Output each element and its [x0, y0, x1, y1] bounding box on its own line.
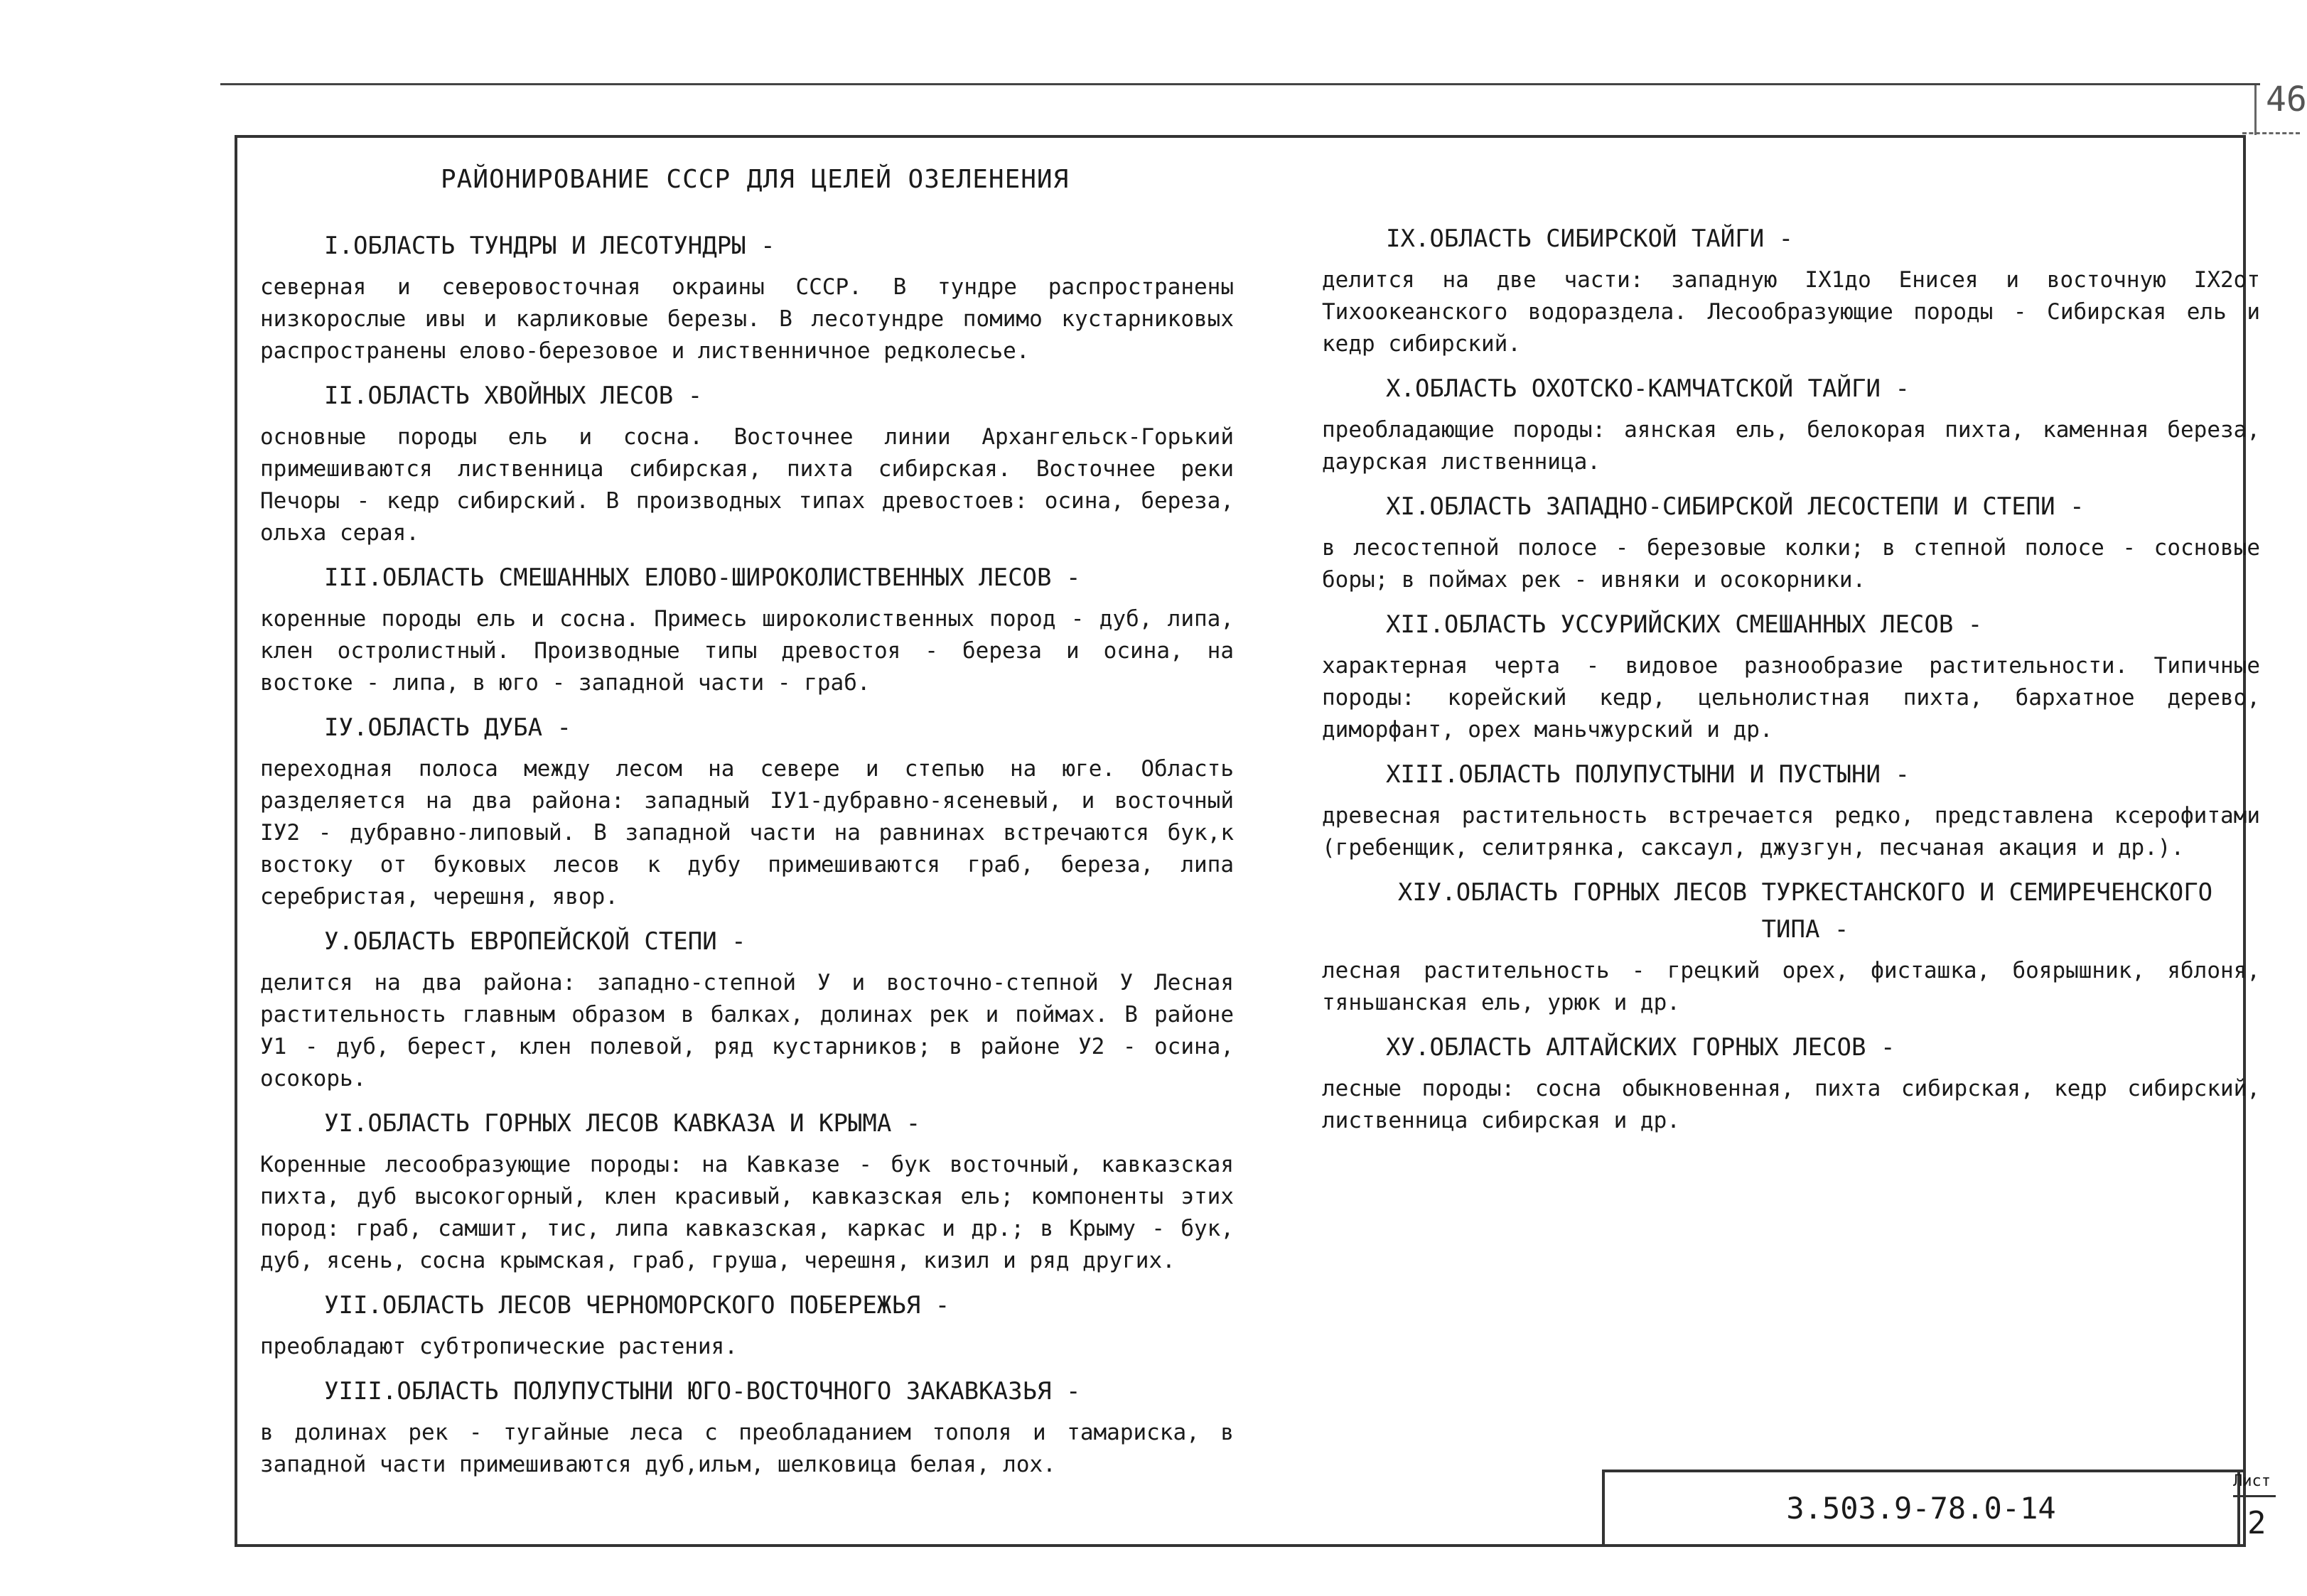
section-8 [260, 1373, 1234, 1481]
page-number-divider [2254, 85, 2257, 135]
section-text: делится на две части: западную IX1до Енисея и восточную IX2от Тихоокеанского водораздела. Лесообразующие породы - Сибирская ель и кедр сибирский. [1322, 267, 2260, 357]
section-heading: III.ОБЛАСТЬ СМЕШАННЫХ ЕЛОВО-ШИРОКОЛИСТВЕННЫХ ЛЕСОВ - [324, 564, 1081, 592]
section-1 [260, 227, 1234, 367]
left-column [260, 227, 1234, 1491]
section-heading: УI.ОБЛАСТЬ ГОРНЫХ ЛЕСОВ КАВКАЗА И КРЫМА - [324, 1109, 921, 1138]
section-heading: У.ОБЛАСТЬ ЕВРОПЕЙСКОЙ СТЕПИ - [324, 927, 746, 956]
section-text: лесная растительность - грецкий орех, фисташка, боярышник, яблоня, тяньшанская ель, урюк и др. [1322, 958, 2260, 1015]
frame-extension-line [2242, 132, 2300, 134]
section-heading: II.ОБЛАСТЬ ХВОЙНЫХ ЛЕСОВ - [324, 382, 703, 410]
section-11 [1322, 488, 2260, 596]
section-14 [1322, 874, 2260, 1019]
section-10 [1322, 370, 2260, 478]
section-12 [1322, 606, 2260, 746]
section-13 [1322, 756, 2260, 864]
section-heading: XIII.ОБЛАСТЬ ПОЛУПУСТЫНИ И ПУСТЫНИ - [1386, 760, 1910, 789]
section-9 [1322, 220, 2260, 360]
section-text: преобладающие породы: аянская ель, белокорая пихта, каменная береза, даурская лиственница. [1322, 417, 2260, 475]
section-text: делится на два района: западно-степной У и восточно-степной У Лесная растительность главным образом в балках, долинах рек и поймах. В районе У1 - дуб, берест, клен полевой, ряд кустарников; в районе У2 - осина, осокорь. [260, 970, 1234, 1091]
section-5 [260, 923, 1234, 1095]
section-heading: XII.ОБЛАСТЬ УССУРИЙСКИХ СМЕШАННЫХ ЛЕСОВ - [1386, 610, 1983, 639]
section-text: основные породы ель и сосна. Восточнее линии Архангельск-Горький примешиваются лиственница сибирская, пихта сибирская. Восточнее реки Печоры - кедр сибирский. В производных типах древостоев: осина, береза, ольха серая. [260, 424, 1234, 546]
section-3 [260, 559, 1234, 699]
document-title: РАЙОНИРОВАНИЕ СССР ДЛЯ ЦЕЛЕЙ ОЗЕЛЕНЕНИЯ [441, 165, 1070, 194]
section-text: характерная черта - видовое разнообразие растительности. Типичные породы: корейский кедр, цельнолистная пихта, бархатное дерево, диморфант, орех маньчжурский и др. [1322, 653, 2260, 743]
section-heading: IУ.ОБЛАСТЬ ДУБА - [324, 713, 571, 742]
section-heading: XI.ОБЛАСТЬ ЗАПАДНО-СИБИРСКОЙ ЛЕСОСТЕПИ И СТЕПИ - [1386, 492, 2085, 521]
section-text: в долинах рек - тугайные леса с преобладанием тополя и тамариска, в западной части примешиваются дуб,ильм, шелковица белая, лох. [260, 1420, 1234, 1477]
title-block-stamp [1602, 1470, 2246, 1547]
section-2 [260, 377, 1234, 549]
section-heading: УII.ОБЛАСТЬ ЛЕСОВ ЧЕРНОМОРСКОГО ПОБЕРЕЖЬЯ - [324, 1291, 950, 1320]
right-column [1322, 220, 2260, 1147]
section-4 [260, 709, 1234, 913]
sheet-number-box [2233, 1470, 2300, 1547]
section-6 [260, 1105, 1234, 1277]
page-number: 46 [2266, 80, 2307, 119]
section-heading: IX.ОБЛАСТЬ СИБИРСКОЙ ТАЙГИ - [1386, 225, 1794, 253]
section-text: северная и северовосточная окраины СССР. В тундре распространены низкорослые ивы и карликовые березы. В лесотундре помимо кустарниковых распространены елово-березовое и лиственничное редколесье. [260, 274, 1234, 364]
section-text: древесная растительность встречается редко, представлена ксерофитами (гребенщик, селитрянка, саксаул, джузгун, песчаная акация и др.). [1322, 803, 2260, 861]
document-code: 3.503.9-78.0-14 [1786, 1491, 2056, 1526]
section-heading: XУ.ОБЛАСТЬ АЛТАЙСКИХ ГОРНЫХ ЛЕСОВ - [1386, 1033, 1895, 1062]
section-text: преобладают субтропические растения. [260, 1334, 738, 1359]
section-7 [260, 1287, 1234, 1363]
section-heading: XIУ.ОБЛАСТЬ ГОРНЫХ ЛЕСОВ ТУРКЕСТАНСКОГО И СЕМИРЕЧЕНСКОГО ТИПА - [1397, 878, 2213, 944]
top-rule [220, 83, 2260, 85]
section-15 [1322, 1029, 2260, 1137]
section-text: коренные породы ель и сосна. Примесь широколиственных пород - дуб, липа, клен остролистный. Производные типы древостоя - береза и осина, на востоке - липа, в юго - западной части - граб. [260, 606, 1234, 696]
sheet-label: Лист [2233, 1472, 2271, 1490]
section-text: Коренные лесообразующие породы: на Кавказе - бук восточный, кавказская пихта, дуб высокогорный, клен красивый, кавказская ель; компоненты этих пород: граб, самшит, тис, липа кавказская, каркас и др.; в Крыму - бук, дуб, ясень, сосна крымская, граб, груша, черешня, кизил и ряд других. [260, 1152, 1234, 1273]
section-text: лесные породы: сосна обыкновенная, пихта сибирская, кедр сибирский, лиственница сибирская и др. [1322, 1076, 2260, 1133]
section-text: переходная полоса между лесом на севере и степью на юге. Область разделяется на два района: западный IУ1-дубравно-ясеневый, и восточный IУ2 - дубравно-липовый. В западной части на равнинах встречаются бук,к востоку от буковых лесов к дубу примешиваются граб, береза, липа серебристая, черешня, явор. [260, 756, 1234, 910]
section-heading: X.ОБЛАСТЬ ОХОТСКО-КАМЧАТСКОЙ ТАЙГИ - [1386, 374, 1910, 403]
section-heading: УIII.ОБЛАСТЬ ПОЛУПУСТЫНИ ЮГО-ВОСТОЧНОГО ЗАКАВКАЗЬЯ - [324, 1377, 1081, 1406]
section-text: в лесостепной полосе - березовые колки; в степной полосе - сосновые боры; в поймах рек - ивняки и осокорники. [1322, 535, 2260, 593]
sheet-number: 2 [2247, 1505, 2266, 1541]
sheet-label-divider [2233, 1495, 2276, 1497]
section-heading: I.ОБЛАСТЬ ТУНДРЫ И ЛЕСОТУНДРЫ - [324, 232, 775, 260]
